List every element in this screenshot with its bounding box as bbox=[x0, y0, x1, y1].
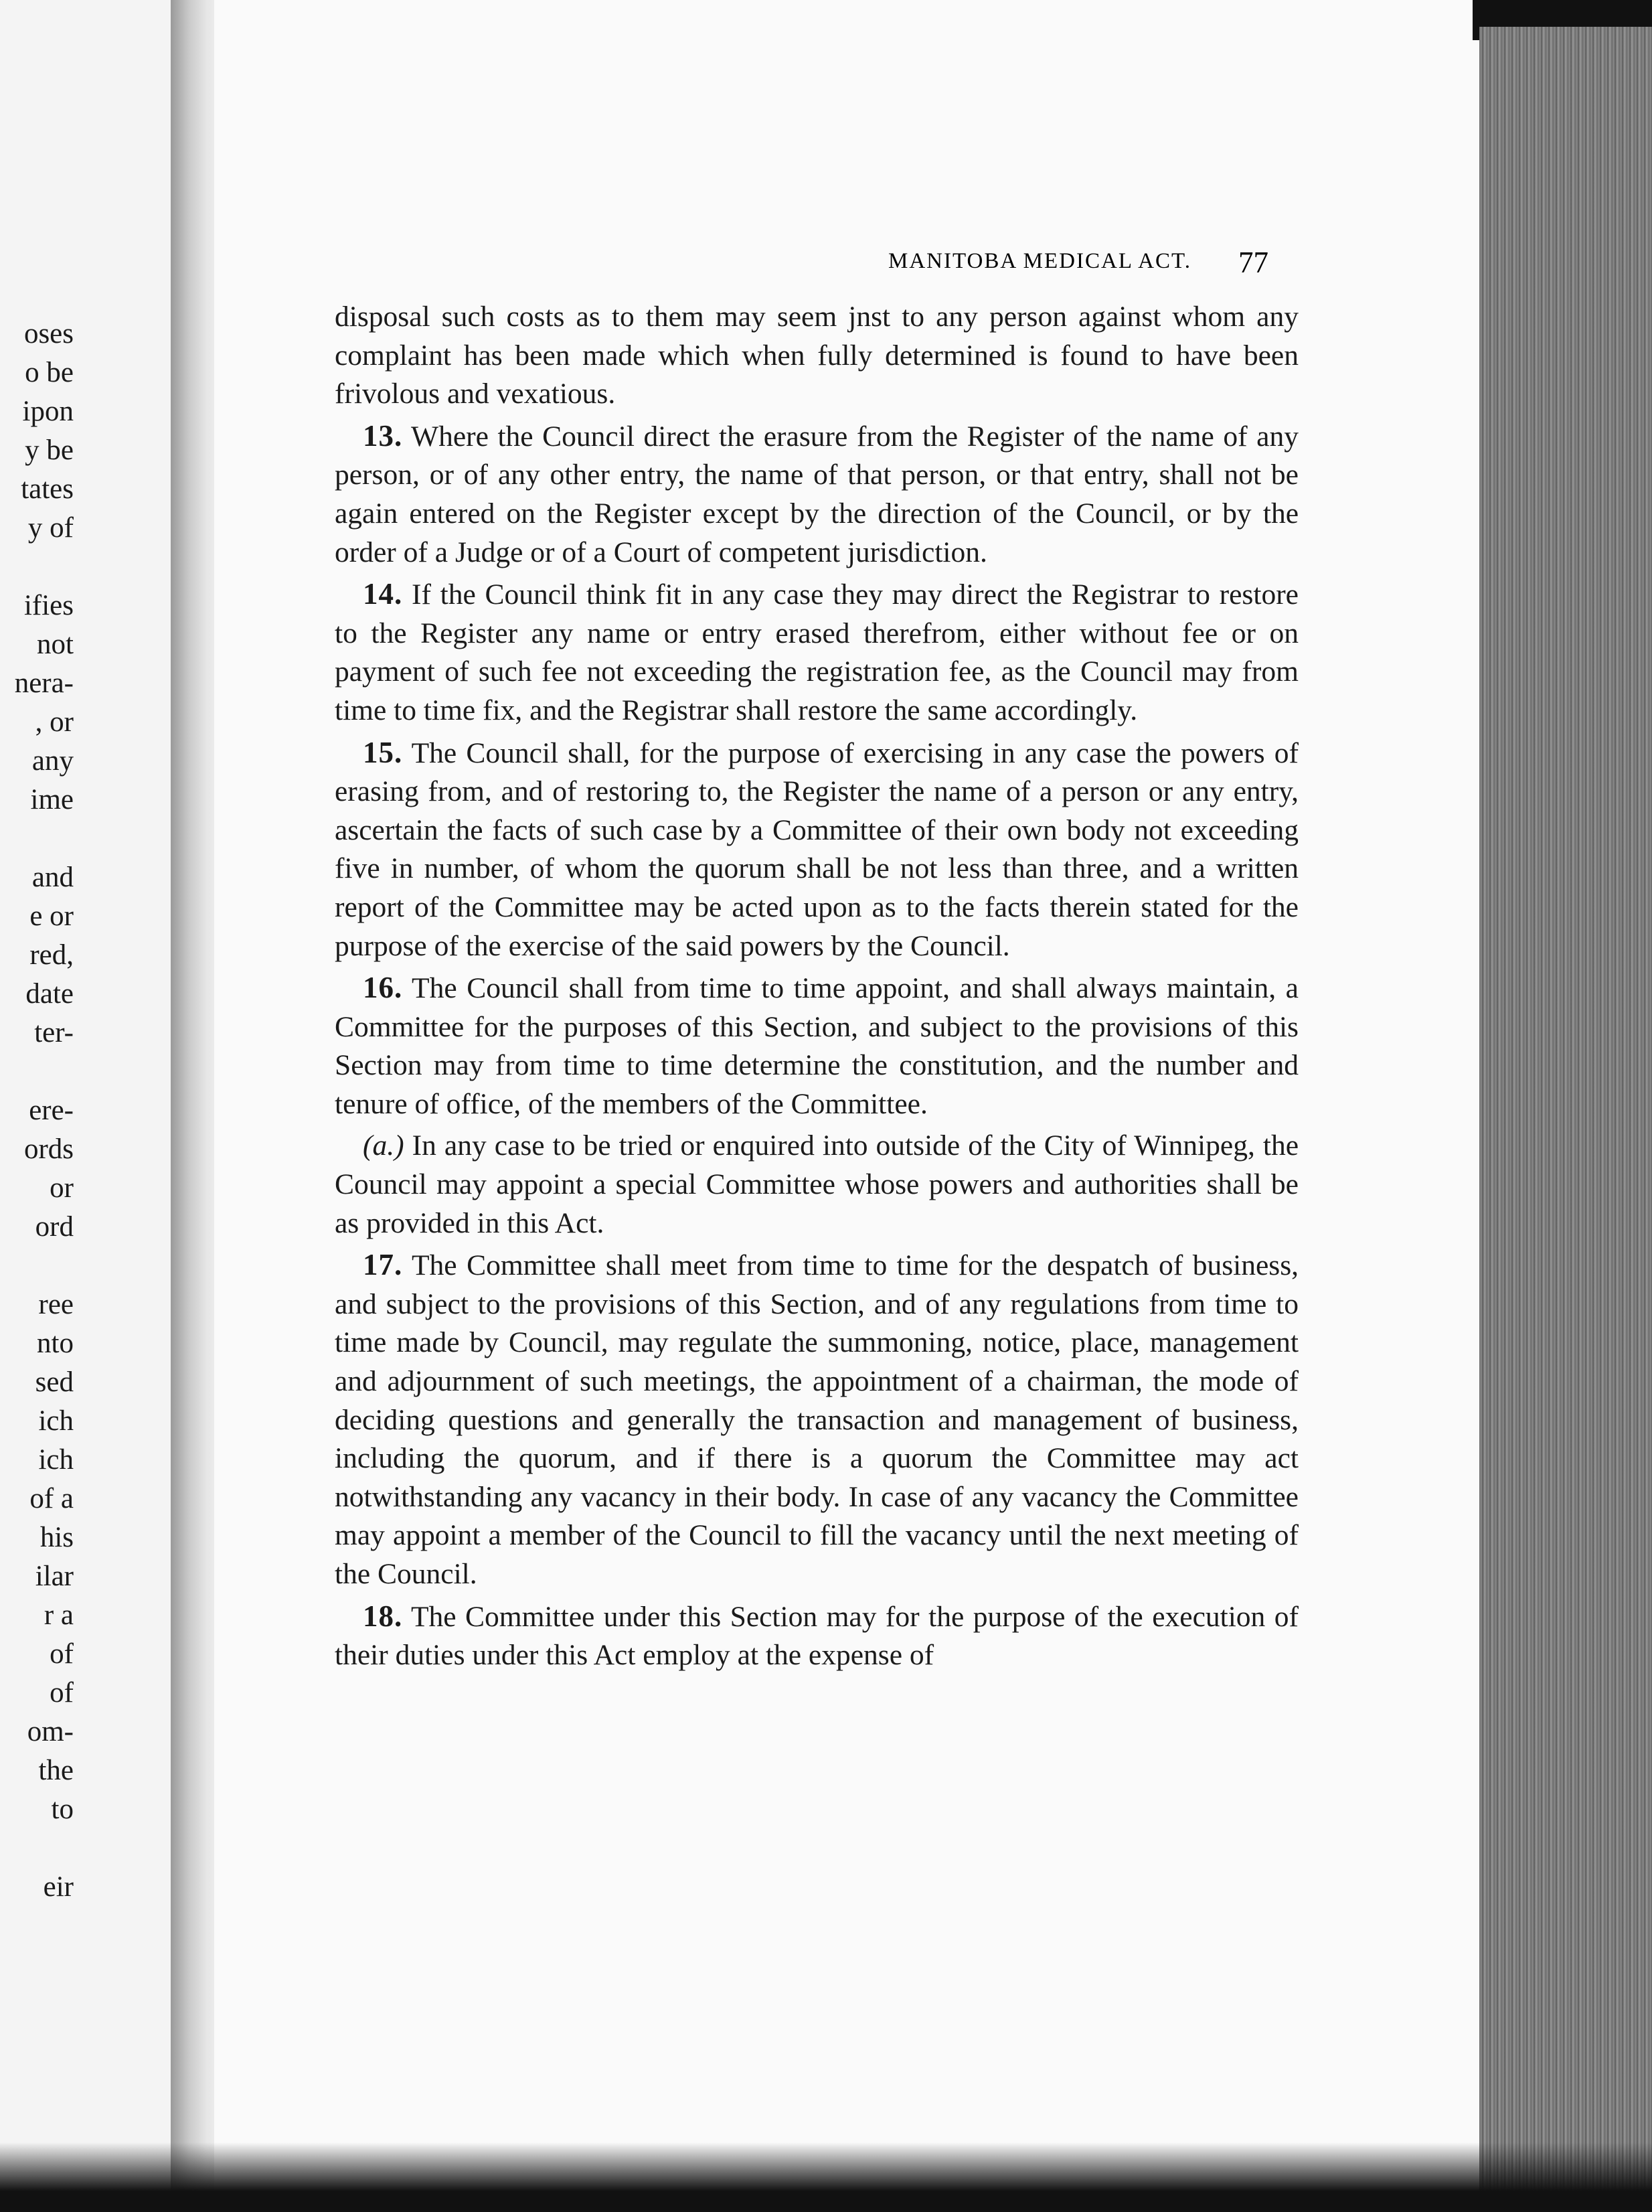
left-page-fragment bbox=[0, 819, 74, 858]
page-number: 77 bbox=[1238, 246, 1268, 279]
section-18 bbox=[335, 1597, 1299, 1675]
left-page-text-fragments bbox=[0, 315, 74, 1907]
section-16 bbox=[335, 969, 1299, 1123]
left-page-fragment: y of bbox=[27, 512, 74, 544]
running-title: MANITOBA MEDICAL ACT. bbox=[888, 249, 1191, 273]
page-content bbox=[335, 248, 1299, 1678]
left-page-fragment: , or bbox=[35, 706, 74, 738]
left-page-fragment: any bbox=[31, 745, 74, 777]
left-page-fragment: to bbox=[51, 1794, 74, 1825]
section-number: 15. bbox=[363, 735, 403, 769]
left-page-fragment: nto bbox=[37, 1328, 74, 1359]
left-page-fragment: date bbox=[25, 978, 74, 1010]
left-page-fragment: ifies bbox=[23, 590, 74, 621]
left-page-fragment bbox=[0, 1829, 74, 1868]
left-page-fragment: r a bbox=[44, 1599, 74, 1631]
section-17 bbox=[335, 1246, 1299, 1593]
left-page-fragment bbox=[0, 1052, 74, 1091]
left-page-fragment: nera- bbox=[14, 667, 74, 699]
left-page-fragment: ich bbox=[38, 1444, 74, 1476]
section-16-a bbox=[335, 1127, 1299, 1243]
left-facing-page bbox=[0, 0, 175, 2212]
section-14 bbox=[335, 575, 1299, 730]
section-number: 16. bbox=[363, 971, 403, 1005]
section-15 bbox=[335, 734, 1299, 966]
section-text: If the Council think fit in any case they may direct the Registrar to restore to the Register any name or entry erased therefrom, either without fee or on payment of such fee not exceeding the registration fee, as the Council may from time to time fix, and the Registrar shall restore the same accordingly. bbox=[335, 578, 1299, 726]
left-page-fragment: of a bbox=[29, 1483, 74, 1514]
subsection-text: In any case to be tried or enquired into outside of the City of Winnipeg, the Council may appoint a special Committee whose powers and authorities shall be as provided in this Act. bbox=[335, 1129, 1299, 1239]
left-page-fragment: tates bbox=[21, 473, 74, 505]
left-page-fragment: ipon bbox=[22, 396, 74, 427]
left-page-fragment: oses bbox=[23, 318, 74, 349]
section-text: The Council shall from time to time appoint, and shall always maintain, a Committee for the purposes of this Section, and subject to the provisions of this Section may from time to time determine the constitution, and the number and tenure of office, of the members of the Committee. bbox=[335, 972, 1299, 1120]
left-page-fragment: ter- bbox=[34, 1017, 74, 1048]
left-page-fragment: ich bbox=[38, 1405, 74, 1437]
left-page-fragment: ree bbox=[38, 1289, 74, 1320]
left-page-fragment: o be bbox=[25, 357, 74, 388]
left-page-fragment: the bbox=[38, 1755, 74, 1786]
left-page-fragment: eir bbox=[43, 1871, 74, 1903]
section-text: The Committee shall meet from time to time for the despatch of business, and subject to the provisions of this Section, and of any regulations from time to time made by Council, may regulate the summoning, notice, place, management and adjournment of such meetings, the appointment of a chairman, the mode of deciding questions and generally the transaction and management of business, including the quorum, and if there is a quorum the Committee may act notwithstanding any vacancy in their body. In case of any vacancy the Committee may appoint a member of the Council to fill the vacancy until the next meeting of the Council. bbox=[335, 1249, 1299, 1590]
left-page-fragment: sed bbox=[35, 1366, 74, 1398]
left-page-fragment: ord bbox=[35, 1211, 74, 1243]
left-page-fragment: ime bbox=[30, 784, 74, 815]
left-page-fragment: his bbox=[39, 1522, 74, 1553]
section-number: 18. bbox=[363, 1599, 403, 1633]
left-page-fragment: and bbox=[31, 862, 74, 893]
left-page-fragment: e or bbox=[29, 900, 74, 932]
left-page-fragment: ere- bbox=[29, 1095, 74, 1126]
section-text: The Council shall, for the purpose of exercising in any case the powers of erasing from, and of restoring to, the Register the name of a person or any entry, ascertain the facts of such case by a Committee of their own body not exceeding five in number, of whom the quorum shall be not less than three, and a written report of the Committee may be acted upon as to the facts therein stated for the purpose of the exercise of the said powers by the Council. bbox=[335, 736, 1299, 962]
subsection-label: (a.) bbox=[363, 1129, 404, 1162]
left-page-fragment: not bbox=[37, 629, 74, 660]
left-page-fragment: or bbox=[50, 1172, 74, 1204]
left-page-fragment: of bbox=[50, 1638, 74, 1670]
section-number: 17. bbox=[363, 1248, 403, 1282]
paragraph-continued: disposal such costs as to them may seem jnst to any person against whom any complaint has been made which when fully determined is found to have been frivolous and vexatious. bbox=[335, 301, 1299, 410]
left-page-fragment: ords bbox=[23, 1133, 74, 1165]
scan-background-bottom bbox=[0, 2142, 1652, 2212]
section-13 bbox=[335, 417, 1299, 572]
book-page-edges bbox=[1479, 27, 1652, 2212]
section-text: Where the Council direct the erasure from the Register of the name of any person, or of any other entry, the name of that person, or that entry, shall not be again entered on the Register except by the direction of the Council, or by the order of a Judge or of a Court of competent jurisdiction. bbox=[335, 420, 1299, 568]
section-number: 13. bbox=[363, 418, 403, 453]
book-page bbox=[214, 0, 1486, 2212]
left-page-fragment: y be bbox=[25, 434, 74, 466]
left-page-fragment bbox=[0, 1247, 74, 1285]
left-page-fragment: om- bbox=[27, 1716, 74, 1747]
left-page-fragment: ilar bbox=[35, 1561, 74, 1592]
section-number: 14. bbox=[363, 577, 403, 611]
section-text: The Committee under this Section may for the purpose of the execution of their duties under this Act employ at the expense of bbox=[335, 1600, 1299, 1672]
left-page-fragment bbox=[0, 548, 74, 586]
left-page-fragment: of bbox=[50, 1677, 74, 1709]
left-page-fragment: red, bbox=[29, 939, 74, 971]
